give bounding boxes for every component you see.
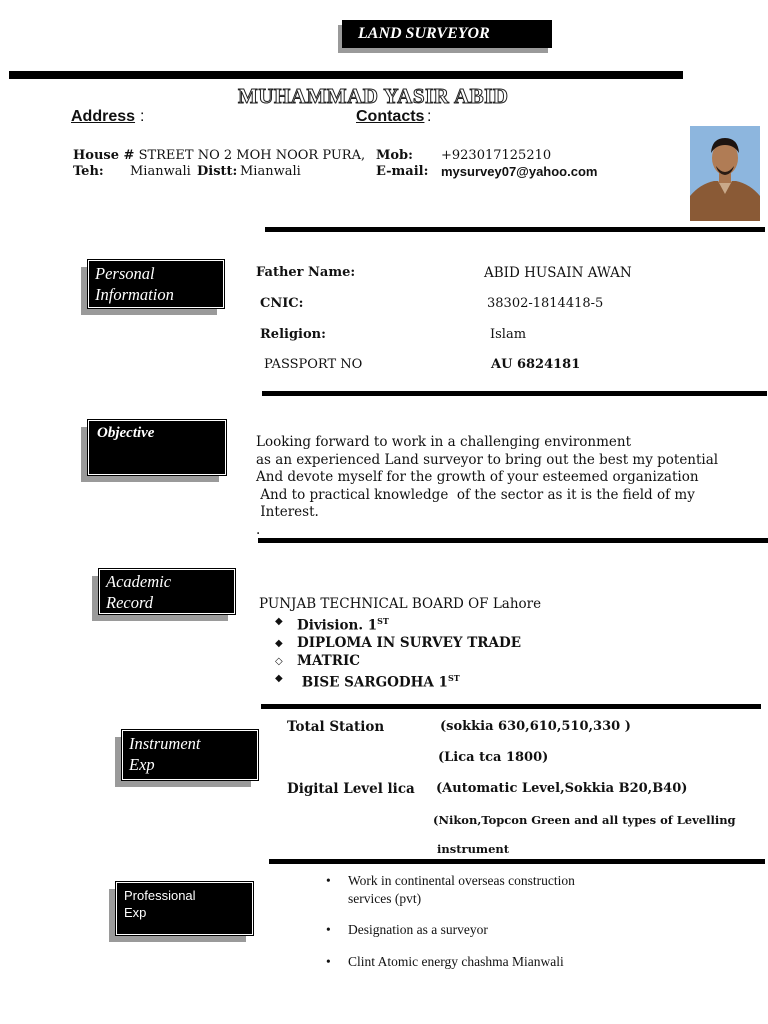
section-rule [269,859,765,864]
digital-level-value: (Automatic Level,Sokkia B20,B40) [436,781,688,796]
total-station-label: Total Station [287,719,385,735]
email-value[interactable]: mysurvey07@yahoo.com [441,164,598,179]
lica-value: (Lica tca 1800) [438,750,549,765]
professional-list [326,872,748,970]
candidate-name: MUHAMMAD YASIR ABID [238,84,509,108]
email-label: E-mail: [376,164,429,179]
objective-text: Looking forward to work in a challenging environment as an experienced Land surveyor to bring out the best my potential And devote myself for the growth of your esteemed organization And to practical knowledge of the sector as it is the field of my Interest. . [256,434,719,538]
house-line: House # STREET NO 2 MOH NOOR PURA, [73,148,366,163]
digital-level-label: Digital Level lica [287,781,415,797]
academic-item: ◆ DIPLOMA IN SURVEY TRADE [275,635,521,651]
objective-section-label: Objective [88,420,226,475]
academic-list [275,613,521,692]
professional-section-label: Professional Exp [116,882,253,935]
profile-photo [690,126,760,221]
job-title-badge: LAND SURVEYOR [342,20,552,48]
personal-info-section-label: Personal Information [88,260,224,308]
father-name-label: Father Name: [256,265,356,280]
instrument-section-label: Instrument Exp [122,730,258,780]
levelling-instruments: (Nikon,Topcon Green and all types of Levelling [433,813,736,827]
academic-item: ◆ BISE SARGODHA 1ST [275,673,460,691]
cnic-label: CNIC: [260,296,304,311]
distt-label: Distt: [197,164,238,179]
professional-item: • Designation as a surveyor [326,922,488,937]
passport-value: AU 6824181 [491,357,581,372]
academic-item: ◆ Division. 1ST [275,616,389,634]
religion-label: Religion: [260,327,326,342]
academic-section-label: Academic Record [99,569,235,614]
cnic-value: 38302-1814418-5 [487,296,604,311]
academic-item: ◇ MATRIC [275,652,361,669]
contacts-heading: Contacts [356,108,425,125]
section-rule [265,227,765,232]
total-station-value: (sokkia 630,610,510,330 ) [440,719,631,734]
professional-item: • Work in continental overseas construction services (pvt) [326,873,575,906]
header-rule [9,71,683,79]
teh-value: Mianwali [130,164,191,179]
teh-label: Teh: [73,164,104,179]
mob-value: +923017125210 [441,148,552,163]
passport-label: PASSPORT NO [264,357,363,372]
religion-value: Islam [490,327,527,342]
levelling-instruments-cont: instrument [437,842,510,856]
father-name-value: ABID HUSAIN AWAN [484,265,632,281]
distt-value: Mianwali [240,164,301,179]
section-rule [261,704,761,709]
section-rule [262,391,767,396]
address-heading: Address [71,108,136,125]
mob-label: Mob: [376,148,413,163]
professional-item: • Clint Atomic energy chashma Mianwali [326,953,564,969]
academic-board: PUNJAB TECHNICAL BOARD OF Lahore [259,596,542,612]
section-rule [258,538,768,543]
